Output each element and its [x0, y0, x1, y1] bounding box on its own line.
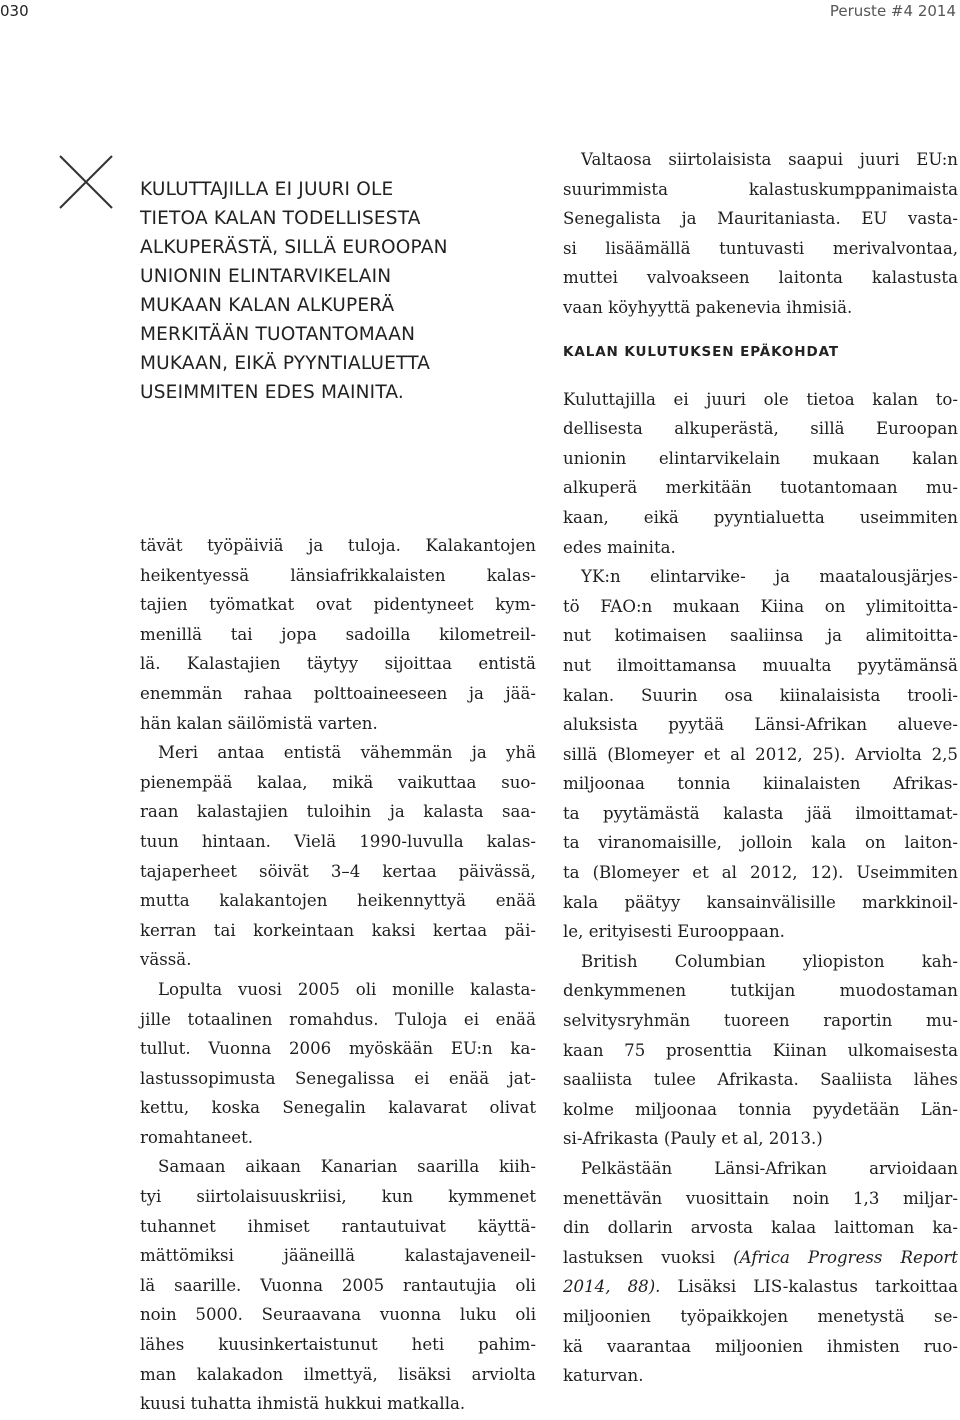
text-line: tävät työpäiviä ja tuloja. Kalakantojen: [140, 536, 536, 555]
pull-quote-line: KULUTTAJILLA EI JUURI OLE: [140, 179, 394, 200]
text-line: kä vaarantaa miljoonien ihmisten ruo-: [563, 1336, 958, 1356]
text-line: heikentyessä länsiafrikkalaisten kalas-: [140, 565, 536, 585]
text-line: Lopulta vuosi 2005 oli monille kalasta-: [158, 979, 536, 999]
page-number: 030: [0, 2, 29, 20]
text-line: Meri antaa entistä vähemmän ja yhä: [158, 743, 536, 763]
text-line: jille totaalinen romahdus. Tuloja ei enää: [140, 1009, 536, 1029]
text-line: le, erityisesti Eurooppaan.: [563, 922, 785, 942]
text-line: vässä.: [140, 950, 192, 970]
text-line: kettu, koska Senegalin kalavarat olivat: [140, 1098, 536, 1118]
text-line: muttei valvoakseen laitonta kalastusta: [563, 268, 958, 288]
text-line: alkuperä merkitään tuotantomaan mu-: [563, 478, 958, 498]
text-line: vaan köyhyyttä pakenevia ihmisiä.: [563, 297, 853, 317]
right-column-body: [563, 385, 958, 1391]
text-line: unionin elintarvikelain mukaan kalan: [563, 448, 958, 468]
text-line: aluksista pyytää Länsi-Afrikan alueve-: [563, 715, 958, 735]
text-line: saaliista tulee Afrikasta. Saaliista lähes: [563, 1070, 958, 1090]
text-line: ta viranomaisille, jolloin kala on laiton-: [563, 833, 958, 853]
close-icon: [58, 154, 114, 210]
text-line: tyi siirtolaisuuskriisi, kun kymmenet: [140, 1187, 536, 1207]
text-line: ta (Blomeyer et al 2012, 12). Useimmiten: [563, 863, 958, 883]
text-line: ta pyytämästä kalasta jää ilmoittamat-: [563, 803, 958, 823]
pull-quote-line: USEIMMITEN EDES MAINITA.: [140, 382, 405, 403]
text-line: hän kalan säilömistä varten.: [140, 713, 378, 733]
pull-quote-line: MERKITÄÄN TUOTANTOMAAN: [140, 324, 416, 345]
text-line: tullut. Vuonna 2006 myöskään EU:n ka-: [140, 1039, 536, 1059]
text-line: kerran tai korkeintaan kaksi kertaa päi-: [140, 920, 536, 940]
text-line: 2014, 88). Lisäksi LIS-kalastus tarkoittaa: [563, 1277, 958, 1297]
pull-quote-line: UNIONIN ELINTARVIKELAIN: [140, 266, 392, 287]
text-line: kolme miljoonaa tonnia pyydetään Län-: [563, 1099, 958, 1119]
pull-quote: [140, 175, 520, 407]
right-column-intro: [563, 145, 958, 323]
text-line: si-Afrikasta (Pauly et al, 2013.): [563, 1129, 823, 1149]
text-line: mättömiksi jääneillä kalastajaveneil-: [140, 1246, 536, 1266]
text-line: lä. Kalastajien täytyy sijoittaa entistä: [140, 654, 536, 674]
pull-quote-line: MUKAAN, EIKÄ PYYNTIALUETTA: [140, 353, 431, 374]
text-line: noin 5000. Seuraavana vuonna luku oli: [140, 1305, 536, 1325]
text-line: nut kotimaisen saaliinsa ja alimitoitta-: [563, 626, 958, 646]
text-line: romahtaneet.: [140, 1127, 254, 1147]
text-line: menettävän vuosittain noin 1,3 miljar-: [563, 1188, 958, 1208]
text-line: Kuluttajilla ei juuri ole tietoa kalan to-: [563, 389, 958, 409]
text-line: dellisesta alkuperästä, sillä Euroopan: [563, 419, 958, 439]
text-line: Samaan aikaan Kanarian saarilla kiih-: [158, 1157, 536, 1177]
text-line: denkymmenen tutkijan muodostaman: [563, 981, 958, 1001]
text-line: kaan, eikä pyyntialuetta useimmiten: [563, 507, 958, 527]
text-line: tajien työmatkat ovat pidentyneet kym-: [140, 595, 536, 615]
text-line: Senegalista ja Mauritaniasta. EU vasta-: [563, 209, 958, 229]
text-line: sillä (Blomeyer et al 2012, 25). Arviolta 2,5: [563, 744, 958, 764]
right-column: [563, 145, 958, 1391]
text-line: miljoonien työpaikkojen menetystä se-: [563, 1306, 958, 1326]
text-line: enemmän rahaa polttoaineeseen ja jää-: [140, 683, 536, 703]
text-line: si lisäämällä tuntuvasti merivalvontaa,: [563, 238, 958, 258]
text-line: tajaperheet söivät 3–4 kertaa päivässä,: [140, 861, 536, 881]
text-line: tuun hintaan. Vielä 1990-luvulla kalas-: [140, 831, 536, 851]
text-line: Valtaosa siirtolaisista saapui juuri EU:n: [581, 150, 958, 169]
text-line: miljoonaa tonnia kiinalaisten Afrikas-: [563, 774, 958, 794]
text-line: lastuksen vuoksi (Africa Progress Report: [563, 1247, 958, 1267]
text-line: menillä tai jopa sadoilla kilometreil-: [140, 624, 536, 644]
pull-quote-line: ALKUPERÄSTÄ, SILLÄ EUROOPAN: [140, 237, 448, 258]
text-line: kuusi tuhatta ihmistä hukkui matkalla.: [140, 1394, 466, 1414]
pull-quote-line: TIETOA KALAN TODELLISESTA: [140, 208, 421, 229]
text-line: YK:n elintarvike- ja maatalousjärjes-: [581, 567, 958, 587]
text-line: tö FAO:n mukaan Kiina on ylimitoitta-: [563, 596, 958, 616]
text-line: suurimmista kalastuskumppanimaista: [563, 179, 958, 199]
text-line: mutta kalakantojen heikennyttyä enää: [140, 891, 536, 911]
text-line: selvitysryhmän tuoreen raportin mu-: [563, 1011, 958, 1031]
text-line: British Columbian yliopiston kah-: [581, 951, 958, 971]
text-line: kalan. Suurin osa kiinalaisista trooli-: [563, 685, 958, 705]
text-line: man kalakadon ilmettyä, lisäksi arviolta: [140, 1364, 536, 1384]
text-line: lä saarille. Vuonna 2005 rantautujia oli: [140, 1275, 536, 1295]
pull-quote-line: MUKAAN KALAN ALKUPERÄ: [140, 295, 395, 316]
text-line: katurvan.: [563, 1366, 644, 1386]
text-line: din dollarin arvosta kalaa laittoman ka-: [563, 1218, 958, 1238]
text-line: lähes kuusinkertaistunut heti pahim-: [140, 1335, 536, 1355]
text-line: Pelkästään Länsi-Afrikan arvioidaan: [581, 1159, 958, 1178]
issue-label: Peruste #4 2014: [829, 2, 956, 20]
left-column: [140, 531, 536, 1419]
section-heading: KALAN KULUTUKSEN EPÄKOHDAT: [563, 343, 839, 360]
text-line: nut ilmoittamansa muualta pyytämänsä: [563, 655, 958, 675]
text-line: raan kalastajien tuloihin ja kalasta saa-: [140, 802, 536, 822]
text-line: kaan 75 prosenttia Kiinan ulkomaisesta: [563, 1040, 958, 1060]
text-line: tuhannet ihmiset rantautuivat käyttä-: [140, 1216, 536, 1236]
text-line: kala päätyy kansainvälisille markkinoil-: [563, 892, 958, 912]
text-line: lastussopimusta Senegalissa ei enää jat-: [140, 1068, 536, 1088]
text-line: pienempää kalaa, mikä vaikuttaa suo-: [140, 772, 536, 792]
text-line: edes mainita.: [563, 537, 676, 557]
